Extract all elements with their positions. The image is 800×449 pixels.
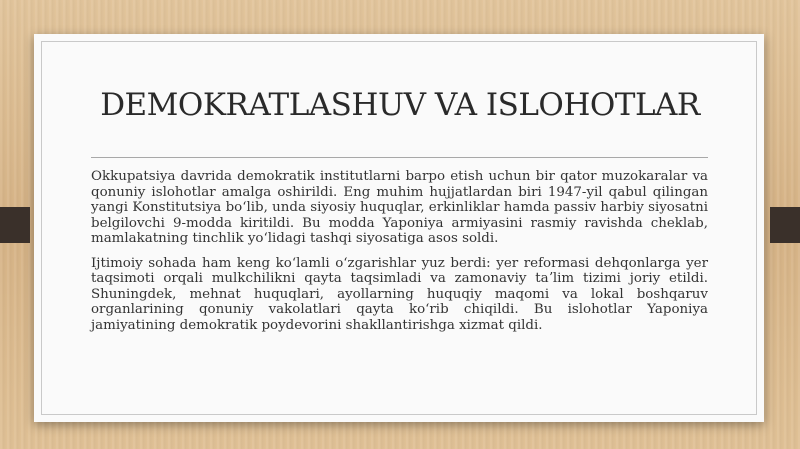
title-divider	[91, 157, 708, 158]
slide-body	[91, 169, 708, 342]
slide-title: DEMOKRATLASHUV VA ISLOHOTLAR	[100, 87, 700, 123]
left-side-tab	[0, 207, 30, 243]
body-paragraph-2: Ijtimoiy sohada ham keng koʻlamli oʻzgarishlar yuz berdi: yer reformasi dehqonlarga yer taqsimoti orqali mulkchilikni qayta taqsimladi va zamonaviy taʼlim tizimi joriy etildi. Shuningdek, mehnat huquqlari, ayollarning huquqiy maqomi va lokal boshqaruv organlarining qonuniy vakolatlari qayta koʻrib chiqildi. Bu islohotlar Yaponiya jamiyatining demokratik poydevorini shakllantirishga xizmat qildi.	[91, 255, 708, 333]
right-side-tab	[770, 207, 800, 243]
body-paragraph-1: Okkupatsiya davrida demokratik institutlarni barpo etish uchun bir qator muzokaralar va qonuniy islohotlar amalga oshirildi. Eng muhim hujjatlardan biri 1947-yil qabul qilingan yangi Konstitutsiya boʻlib, unda siyosiy huquqlar, erkinliklar hamda passiv harbiy siyosatni belgilovchi 9-modda kiritildi. Bu modda Yaponiya armiyasini rasmiy ravishda cheklab, mamlakatning tinchlik yoʻlidagi tashqi siyosatiga asos soldi.	[91, 169, 708, 246]
